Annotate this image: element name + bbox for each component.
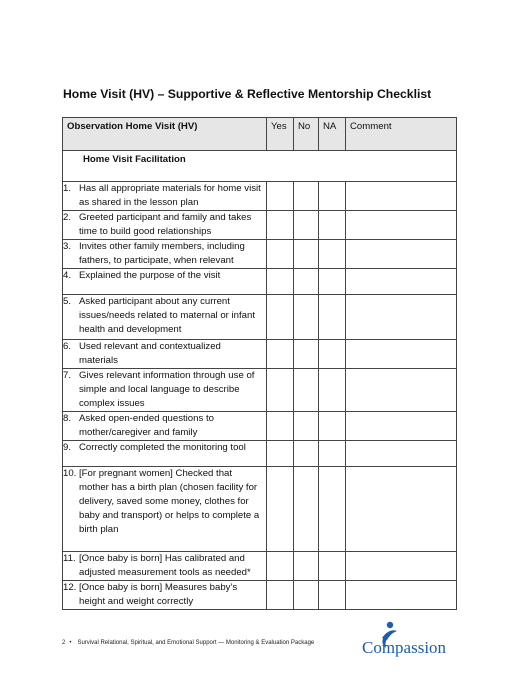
table-row: [63, 182, 457, 211]
item-number: 9.: [63, 442, 72, 453]
comment-cell[interactable]: [346, 295, 457, 340]
no-cell[interactable]: [294, 412, 319, 441]
item-number: 8.: [63, 413, 72, 424]
yes-cell[interactable]: [267, 269, 294, 295]
na-cell[interactable]: [319, 467, 346, 552]
comment-cell[interactable]: [346, 467, 457, 552]
document-title: Home Visit (HV) – Supportive & Reflective Mentorship Checklist: [63, 87, 432, 101]
item-text: [Once baby is born] Measures baby’s height and weight correctly: [79, 582, 238, 607]
no-cell[interactable]: [294, 211, 319, 240]
yes-cell[interactable]: [267, 340, 294, 369]
na-cell[interactable]: [319, 340, 346, 369]
no-cell[interactable]: [294, 269, 319, 295]
header-observation: Observation Home Visit (HV): [63, 118, 267, 151]
na-cell[interactable]: [319, 441, 346, 467]
item-number: 7.: [63, 370, 72, 381]
item-number: 10.: [63, 468, 77, 479]
na-cell[interactable]: [319, 412, 346, 441]
table-header-row: [63, 118, 457, 151]
item-text: [For pregnant women] Checked that mother has a birth plan (chosen facility for delivery, saved some money, clothes for baby and transport) or helps to complete a birth plan: [79, 468, 260, 535]
no-cell[interactable]: [294, 552, 319, 581]
table-row: [63, 581, 457, 610]
na-cell[interactable]: [319, 240, 346, 269]
header-na: NA: [319, 118, 346, 151]
no-cell[interactable]: [294, 240, 319, 269]
item-text: Used relevant and contextualized materials: [79, 341, 221, 366]
footer-bullet: •: [69, 640, 72, 646]
header-yes: Yes: [267, 118, 294, 151]
table-row: [63, 240, 457, 269]
na-cell[interactable]: [319, 369, 346, 412]
na-cell[interactable]: [319, 211, 346, 240]
item-text: Greeted participant and family and takes time to build good relationships: [79, 212, 252, 237]
item-text: Correctly completed the monitoring tool: [79, 442, 246, 453]
header-comment: Comment: [346, 118, 457, 151]
yes-cell[interactable]: [267, 412, 294, 441]
comment-cell[interactable]: [346, 340, 457, 369]
comment-cell[interactable]: [346, 182, 457, 211]
yes-cell[interactable]: [267, 467, 294, 552]
item-number: 5.: [63, 296, 72, 307]
item-text: Asked open-ended questions to mother/caregiver and family: [79, 413, 214, 438]
item-number: 1.: [63, 183, 72, 194]
table-row: [63, 340, 457, 369]
comment-cell[interactable]: [346, 441, 457, 467]
header-no: No: [294, 118, 319, 151]
table-row: [63, 369, 457, 412]
no-cell[interactable]: [294, 182, 319, 211]
no-cell[interactable]: [294, 369, 319, 412]
yes-cell[interactable]: [267, 581, 294, 610]
na-cell[interactable]: [319, 581, 346, 610]
comment-cell[interactable]: [346, 211, 457, 240]
footer-text: Survival Relational, Spiritual, and Emotional Support — Monitoring & Evaluation Package: [77, 640, 315, 646]
item-text: Explained the purpose of the visit: [79, 270, 221, 281]
na-cell[interactable]: [319, 295, 346, 340]
comment-cell[interactable]: [346, 412, 457, 441]
yes-cell[interactable]: [267, 552, 294, 581]
table-row: [63, 441, 457, 467]
section-title: Home Visit Facilitation: [63, 151, 457, 182]
yes-cell[interactable]: [267, 211, 294, 240]
table-row: [63, 269, 457, 295]
yes-cell[interactable]: [267, 182, 294, 211]
comment-cell[interactable]: [346, 552, 457, 581]
item-number: 12.: [63, 582, 77, 593]
yes-cell[interactable]: [267, 369, 294, 412]
no-cell[interactable]: [294, 441, 319, 467]
comment-cell[interactable]: [346, 240, 457, 269]
item-number: 2.: [63, 212, 72, 223]
compassion-logo: [362, 618, 462, 660]
page-footer: [62, 640, 314, 646]
comment-cell[interactable]: [346, 269, 457, 295]
table-row: [63, 211, 457, 240]
logo-wordmark: Compassion: [362, 638, 447, 657]
mentorship-checklist-table: [62, 117, 457, 610]
item-text: Gives relevant information through use of simple and local language to describe complex issues: [79, 370, 255, 409]
no-cell[interactable]: [294, 467, 319, 552]
section-row: [63, 151, 457, 182]
item-number: 6.: [63, 341, 72, 352]
na-cell[interactable]: [319, 269, 346, 295]
no-cell[interactable]: [294, 295, 319, 340]
item-number: 3.: [63, 241, 72, 252]
table-row: [63, 412, 457, 441]
item-text: Invites other family members, including fathers, to participate, when relevant: [79, 241, 245, 266]
table-row: [63, 552, 457, 581]
no-cell[interactable]: [294, 581, 319, 610]
item-number: 11.: [63, 553, 76, 564]
item-number: 4.: [63, 270, 72, 281]
no-cell[interactable]: [294, 340, 319, 369]
yes-cell[interactable]: [267, 441, 294, 467]
na-cell[interactable]: [319, 552, 346, 581]
compassion-logo-icon: [362, 618, 462, 660]
na-cell[interactable]: [319, 182, 346, 211]
page-number: 2: [62, 640, 66, 646]
item-text: Asked participant about any current issues/needs related to maternal or infant health and development: [79, 296, 255, 335]
yes-cell[interactable]: [267, 295, 294, 340]
comment-cell[interactable]: [346, 581, 457, 610]
table-row: [63, 295, 457, 340]
item-text: Has all appropriate materials for home visit as shared in the lesson plan: [79, 183, 261, 208]
comment-cell[interactable]: [346, 369, 457, 412]
table-row: [63, 467, 457, 552]
item-text: [Once baby is born] Has calibrated and adjusted measurement tools as needed*: [79, 553, 251, 578]
yes-cell[interactable]: [267, 240, 294, 269]
